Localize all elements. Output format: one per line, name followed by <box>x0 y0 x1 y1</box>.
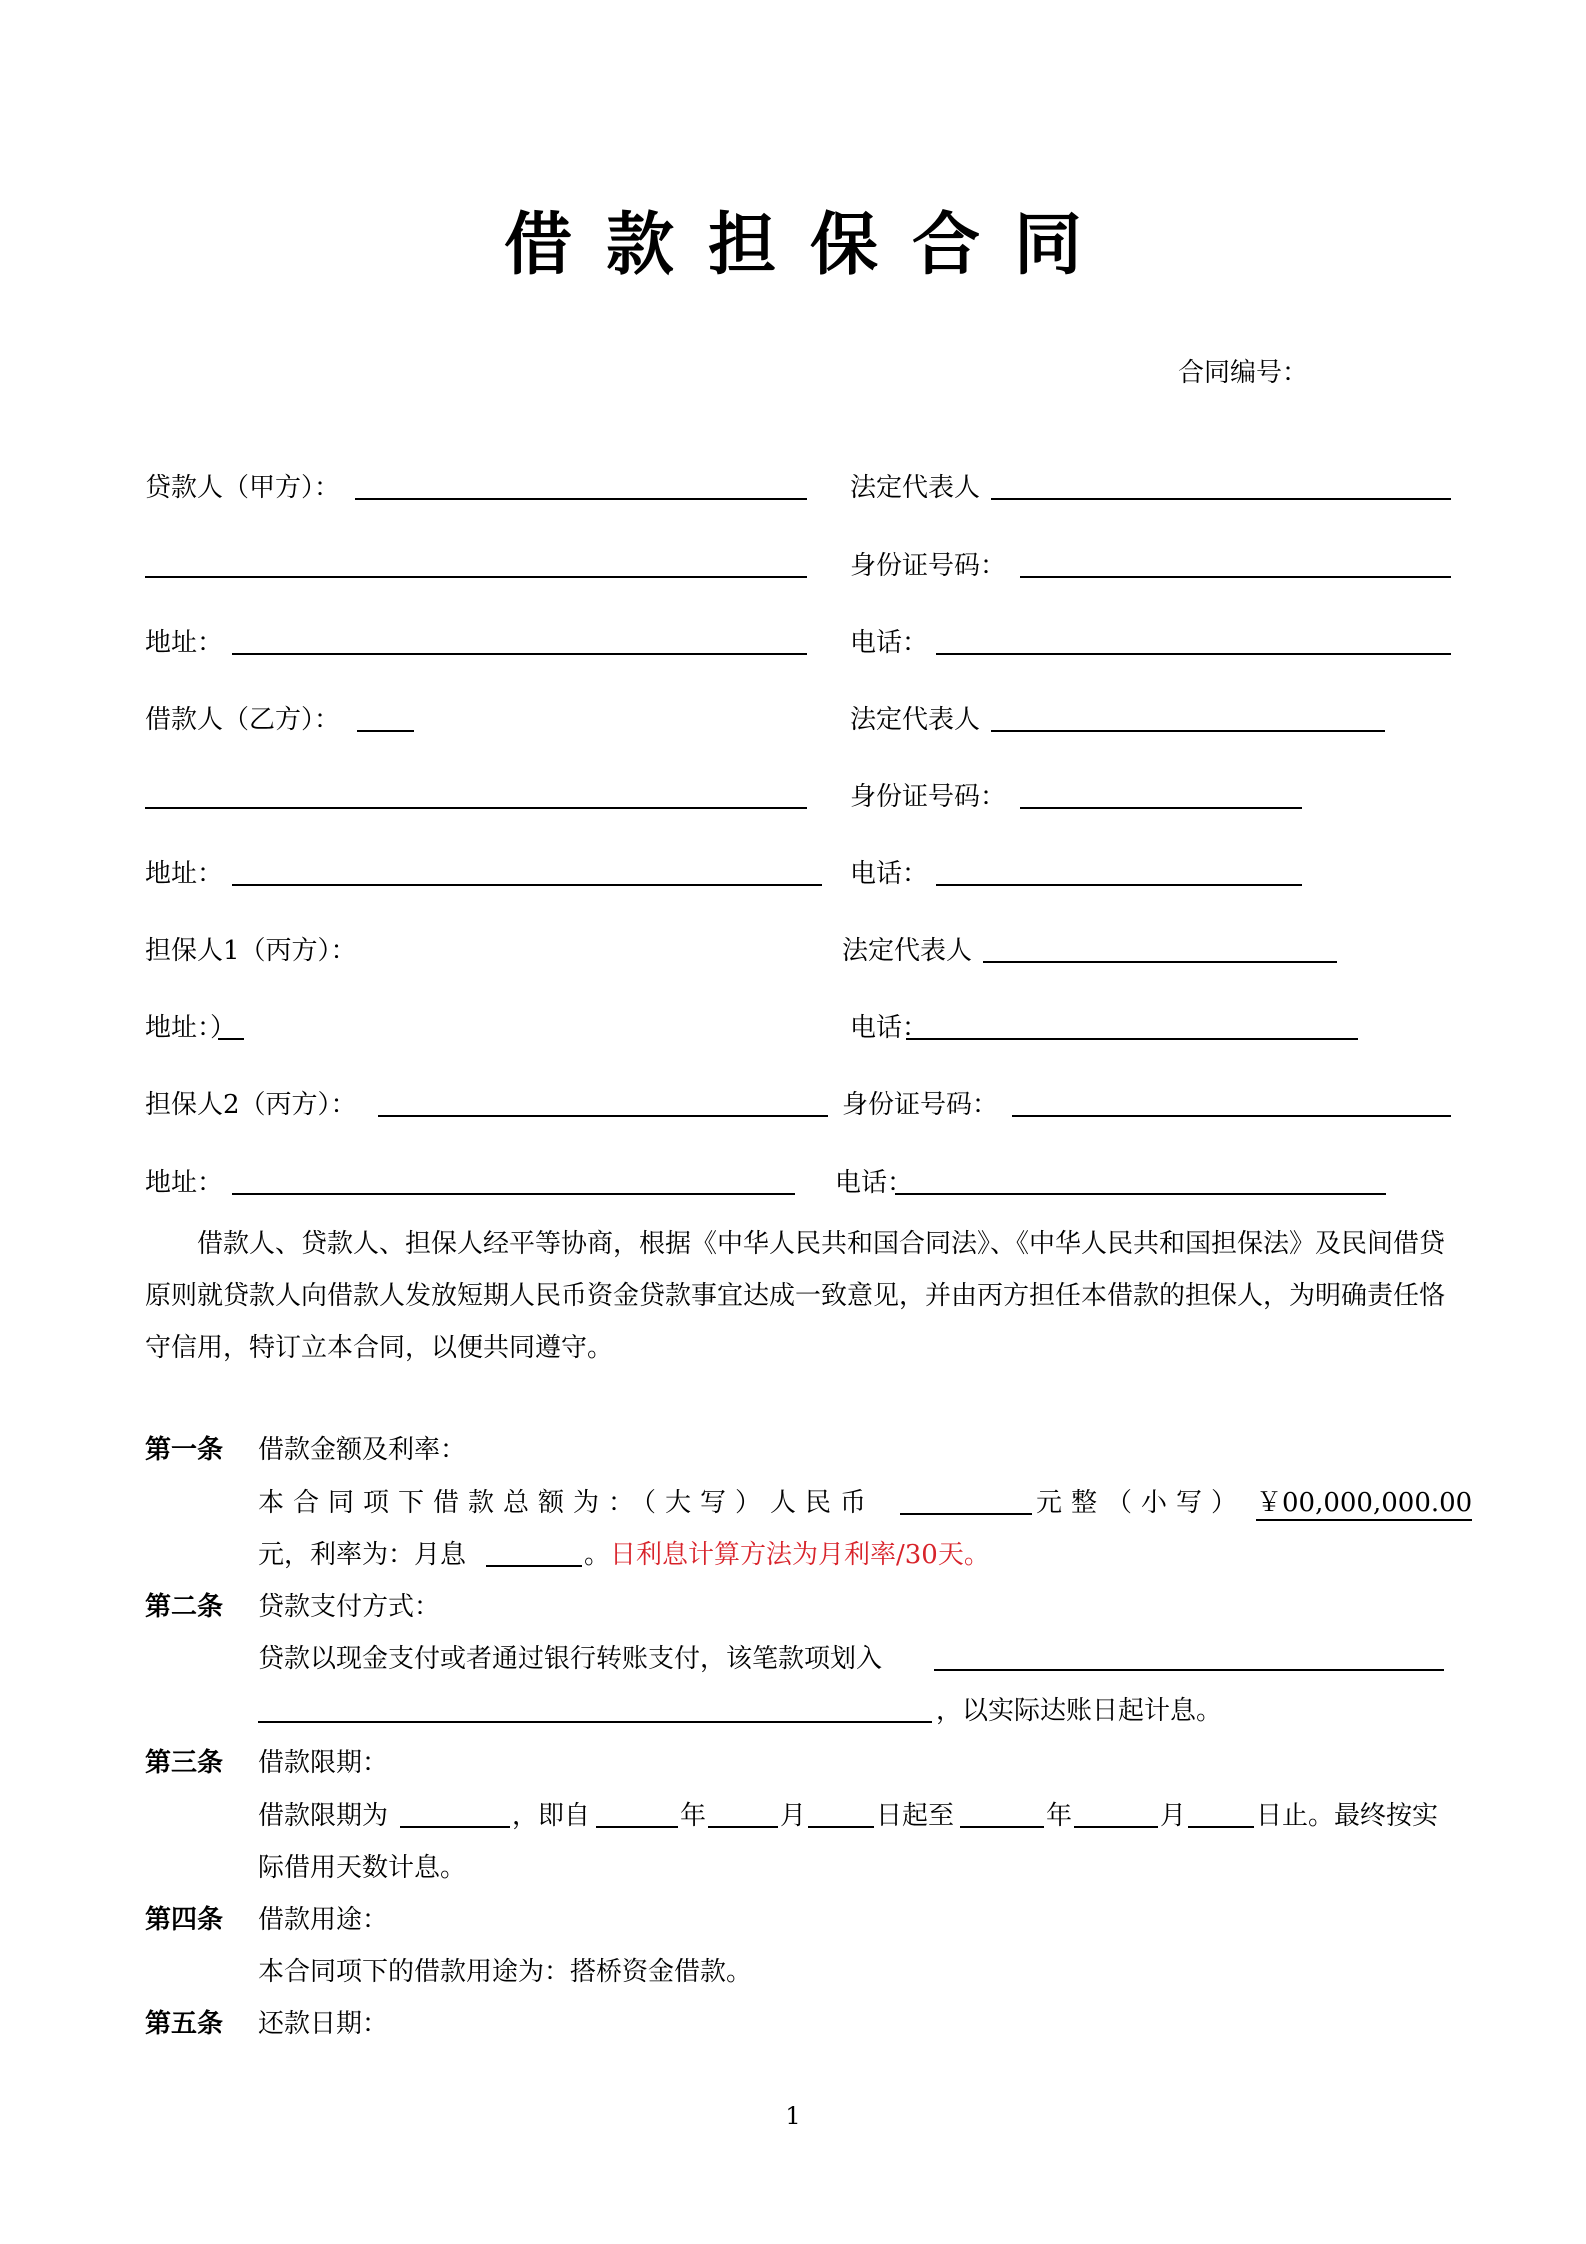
guarantor1-legal-rep-label: 法定代表人 <box>842 936 973 966</box>
guarantor1-address-label: 地址：） <box>145 1013 237 1043</box>
article-2-label: 第二条 <box>145 1592 224 1622</box>
guarantor2-phone-field[interactable] <box>895 1193 1386 1195</box>
borrower-extra-field[interactable] <box>145 807 807 809</box>
borrower-name-field[interactable] <box>357 730 414 732</box>
article-3-heading: 借款限期： <box>258 1748 389 1778</box>
article-1-interest-note: 日利息计算方法为月利率/30天。 <box>610 1540 990 1570</box>
borrower-label: 借款人（乙方）： <box>145 705 341 735</box>
article-2-line2: ，以实际达账日起计息。 <box>936 1696 1223 1726</box>
article-3-start-year-field[interactable] <box>596 1826 678 1828</box>
article-3-text-4: 月 <box>780 1801 807 1831</box>
lender-name-field[interactable] <box>355 498 807 500</box>
guarantor2-address-label: 地址： <box>145 1168 224 1198</box>
article-3-text-8: 日止。最终按实 <box>1256 1801 1439 1831</box>
article-1-rate-text: 元，利率为：月息 <box>258 1540 467 1570</box>
lender-legal-rep-label: 法定代表人 <box>850 473 981 503</box>
preamble-text: 借款人、贷款人、担保人经平等协商，根据《中华人民共和国合同法》、《中华人民共和国担保法》及民间借贷原则就贷款人向借款人发放短期人民币资金贷款事宜达成一致意见，并由丙方担任本借款的担保人，为明确责任恪守信用，特订立本合同，以便共同遵守。 <box>145 1229 1446 1363</box>
lender-phone-field[interactable] <box>936 653 1451 655</box>
lender-legal-rep-field[interactable] <box>991 498 1451 500</box>
article-4-label: 第四条 <box>145 1905 224 1935</box>
lender-extra-field[interactable] <box>145 576 807 578</box>
lender-label: 贷款人（甲方）： <box>145 473 341 503</box>
article-3-term-field[interactable] <box>400 1826 510 1828</box>
contract-number-label: 合同编号： <box>1178 358 1309 388</box>
preamble-paragraph <box>145 1218 1452 1374</box>
borrower-id-label: 身份证号码： <box>850 782 1007 812</box>
article-3-text-7: 月 <box>1160 1801 1187 1831</box>
article-2-account-field[interactable] <box>934 1669 1444 1671</box>
guarantor2-label: 担保人2（丙方）： <box>145 1090 357 1120</box>
guarantor1-phone-field[interactable] <box>906 1038 1358 1040</box>
article-3-text-6: 年 <box>1046 1801 1073 1831</box>
article-2-account-field-2[interactable] <box>258 1721 932 1723</box>
article-1-amount-text: 本合同项下借款总额为：（大写）人民币 <box>258 1488 876 1518</box>
article-3-text-5: 日起至 <box>876 1801 955 1831</box>
page-number: 1 <box>785 2102 801 2130</box>
article-3-start-month-field[interactable] <box>708 1826 778 1828</box>
guarantor1-legal-rep-field[interactable] <box>983 961 1337 963</box>
article-2-line1: 贷款以现金支付或者通过银行转账支付，该笔款项划入 <box>258 1644 883 1674</box>
borrower-id-field[interactable] <box>1020 807 1302 809</box>
article-4-heading: 借款用途： <box>258 1905 389 1935</box>
article-5-label: 第五条 <box>145 2009 224 2039</box>
article-1-period: 。 <box>584 1540 611 1570</box>
lender-address-label: 地址： <box>145 628 224 658</box>
borrower-legal-rep-label: 法定代表人 <box>850 705 981 735</box>
guarantor1-address-field[interactable] <box>218 1038 244 1040</box>
guarantor2-phone-label: 电话： <box>835 1168 914 1198</box>
guarantor2-address-field[interactable] <box>232 1193 795 1195</box>
borrower-phone-label: 电话： <box>850 859 929 889</box>
article-3-text-3: 年 <box>680 1801 707 1831</box>
guarantor1-label: 担保人1（丙方）： <box>145 936 357 966</box>
borrower-phone-field[interactable] <box>936 884 1302 886</box>
article-1-heading: 借款金额及利率： <box>258 1435 467 1465</box>
guarantor2-id-label: 身份证号码： <box>842 1090 999 1120</box>
article-1-amount-figure[interactable]: ￥00,000,000.00 <box>1256 1490 1472 1521</box>
article-2-heading: 贷款支付方式： <box>258 1592 441 1622</box>
borrower-address-field[interactable] <box>232 884 822 886</box>
guarantor1-phone-label: 电话： <box>850 1013 929 1043</box>
article-1-rate-field[interactable] <box>486 1565 582 1567</box>
article-3-end-year-field[interactable] <box>960 1826 1044 1828</box>
document-title: 借款担保合同 <box>503 206 1116 285</box>
lender-id-field[interactable] <box>1020 576 1451 578</box>
article-3-label: 第三条 <box>145 1748 224 1778</box>
guarantor2-id-field[interactable] <box>1012 1115 1451 1117</box>
borrower-address-label: 地址： <box>145 859 224 889</box>
article-3-end-day-field[interactable] <box>1188 1826 1254 1828</box>
guarantor2-name-field[interactable] <box>378 1115 828 1117</box>
lender-phone-label: 电话： <box>850 628 929 658</box>
article-3-line2: 际借用天数计息。 <box>258 1853 467 1883</box>
article-3-text-2: ，即自 <box>512 1801 591 1831</box>
article-1-yuan-text: 元整（小写） <box>1036 1488 1247 1518</box>
article-1-label: 第一条 <box>145 1435 224 1465</box>
article-1-amount-words-field[interactable] <box>900 1513 1032 1515</box>
article-3-end-month-field[interactable] <box>1074 1826 1158 1828</box>
lender-address-field[interactable] <box>232 653 807 655</box>
article-3-text-1: 借款限期为 <box>258 1801 389 1831</box>
borrower-legal-rep-field[interactable] <box>991 730 1385 732</box>
lender-id-label: 身份证号码： <box>850 551 1007 581</box>
article-5-heading: 还款日期： <box>258 2009 389 2039</box>
article-4-line1: 本合同项下的借款用途为：搭桥资金借款。 <box>258 1957 753 1987</box>
article-3-start-day-field[interactable] <box>808 1826 874 1828</box>
